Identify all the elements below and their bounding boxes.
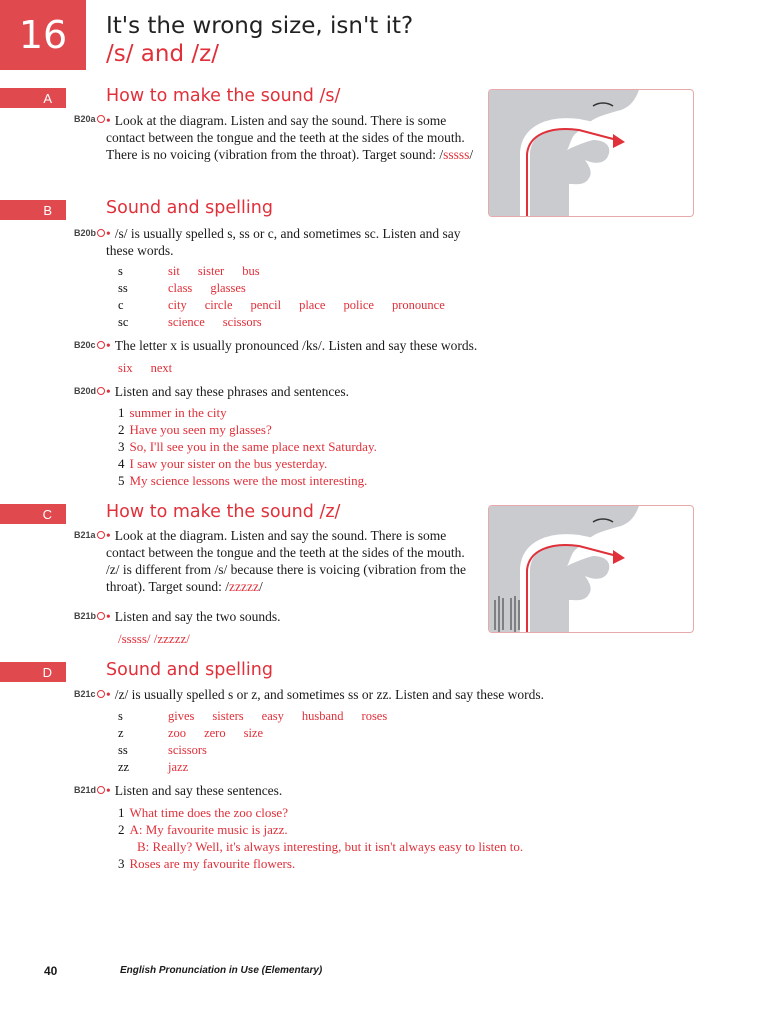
track-label: B20d <box>74 386 97 396</box>
section-tab-a: A <box>0 88 66 108</box>
spelling-label: ss <box>118 743 128 757</box>
instruction-text: Listen and say these sentences. <box>114 783 283 798</box>
word-list-x <box>118 360 190 377</box>
sentence <box>118 421 377 438</box>
track-label: B21a <box>74 530 96 540</box>
mouth-diagram-s <box>488 89 694 217</box>
audio-track-b21d[interactable] <box>74 785 105 795</box>
word: easy <box>261 709 284 723</box>
word-row <box>118 360 190 377</box>
track-label: B20c <box>74 340 96 350</box>
word: next <box>150 361 173 375</box>
sentence-number: 2 <box>118 422 125 437</box>
word: six <box>118 361 133 375</box>
target-sound: sssss <box>443 147 470 162</box>
track-label: B20b <box>74 228 97 238</box>
section-d-title: Sound and spelling <box>106 660 273 680</box>
sentence-text: A: My favourite music is jazz. <box>129 822 288 837</box>
sentence-number: 3 <box>118 439 125 454</box>
sentence-list-z <box>118 804 523 872</box>
word-row <box>118 314 463 331</box>
audio-track-b21b[interactable] <box>74 611 105 621</box>
audio-disc-icon <box>97 387 105 395</box>
section-a-instruction <box>106 112 476 163</box>
bullet-icon: • <box>106 226 111 241</box>
spelling-label: z <box>118 726 124 740</box>
sentence-list-s <box>118 404 377 489</box>
section-a-title: How to make the sound /s/ <box>106 86 341 106</box>
audio-track-b20a[interactable] <box>74 114 105 124</box>
sentence-number: 5 <box>118 473 125 488</box>
instruction-text: /z/ is usually spelled s or z, and sometimes ss or zz. Listen and say these words. <box>114 687 545 702</box>
head-profile-voicing-icon <box>489 506 694 633</box>
page-title <box>106 12 413 68</box>
page-number: 40 <box>44 964 58 978</box>
spelling-label: sc <box>118 315 129 329</box>
word: gives <box>168 709 195 723</box>
word-row <box>118 263 463 280</box>
sentence-number: 1 <box>118 805 125 820</box>
spelling-label: s <box>118 264 123 278</box>
audio-disc-icon <box>97 115 105 123</box>
target-sound: zzzzz <box>229 579 260 594</box>
bullet-icon: • <box>106 113 111 128</box>
word: scissors <box>222 315 262 329</box>
word-row <box>118 280 463 297</box>
section-c-title: How to make the sound /z/ <box>106 502 341 522</box>
sounds-text: /sssss/ /zzzzz/ <box>118 631 190 646</box>
section-c-instruction <box>106 527 476 595</box>
sentence <box>118 404 377 421</box>
sentence-text: B: Really? Well, it's always interesting, but it isn't always easy to listen to. <box>137 839 524 854</box>
section-c-two-sounds <box>106 608 466 625</box>
word: science <box>168 315 205 329</box>
sentence-number: 1 <box>118 405 125 420</box>
two-sounds <box>118 630 190 647</box>
track-label: B21b <box>74 611 97 621</box>
word: place <box>299 298 326 312</box>
section-tab-b: B <box>0 200 66 220</box>
title-line-2: /s/ and /z/ <box>106 41 219 67</box>
audio-disc-icon <box>97 341 105 349</box>
word: bus <box>242 264 260 278</box>
sentence <box>118 838 523 855</box>
section-d-instruction <box>106 686 626 703</box>
audio-track-b20d[interactable] <box>74 386 105 396</box>
book-title: English Pronunciation in Use (Elementary) <box>120 965 323 976</box>
instruction-text: The letter x is usually pronounced /ks/. Listen and say these words. <box>114 338 478 353</box>
section-b-phrases-instruction <box>106 383 506 400</box>
title-line-1: It's the wrong size, isn't it? <box>106 13 414 39</box>
word-list-s <box>118 263 463 331</box>
section-b-title: Sound and spelling <box>106 198 273 218</box>
word: size <box>243 726 264 740</box>
spelling-label: ss <box>118 281 128 295</box>
word: jazz <box>168 760 189 774</box>
word-row <box>118 742 405 759</box>
bullet-icon: • <box>106 687 111 702</box>
sentence <box>118 821 523 838</box>
sentence-text: Roses are my favourite flowers. <box>129 856 296 871</box>
sentence-number: 2 <box>118 822 125 837</box>
word: zoo <box>168 726 187 740</box>
spelling-label: zz <box>118 760 130 774</box>
mouth-diagram-z <box>488 505 694 633</box>
bullet-icon: • <box>106 338 111 353</box>
word-list-z <box>118 708 405 776</box>
section-b-x-instruction <box>106 337 536 354</box>
word: pencil <box>250 298 282 312</box>
sentence-text: So, I'll see you in the same place next Saturday. <box>129 439 377 454</box>
audio-disc-icon <box>97 786 105 794</box>
word: husband <box>301 709 344 723</box>
word-row <box>118 708 405 725</box>
audio-disc-icon <box>97 690 105 698</box>
word: roses <box>361 709 388 723</box>
target-end: / <box>469 147 474 162</box>
bullet-icon: • <box>106 783 111 798</box>
audio-disc-icon <box>97 612 105 620</box>
word-row <box>118 297 463 314</box>
sentence-text: summer in the city <box>129 405 227 420</box>
word: sister <box>197 264 225 278</box>
bullet-icon: • <box>106 528 111 543</box>
word: city <box>168 298 187 312</box>
track-label: B21c <box>74 689 96 699</box>
sentence <box>118 855 523 872</box>
section-tab-c: C <box>0 504 66 524</box>
word: sit <box>168 264 180 278</box>
bullet-icon: • <box>106 384 111 399</box>
track-label: B21d <box>74 785 97 795</box>
word: pronounce <box>391 298 445 312</box>
word: sisters <box>212 709 244 723</box>
instruction-text: Look at the diagram. Listen and say the sound. There is some contact between the tongue and the teeth at the sides of the mouth. /z/ is different from /s/ because there is voicing (vibration from the throat). Target sound: / <box>106 528 467 594</box>
instruction-text: Look at the diagram. Listen and say the sound. There is some contact between the tongue and the teeth at the sides of the mouth. There is no voicing (vibration from the throat). Target sound: / <box>106 113 465 162</box>
audio-disc-icon <box>97 531 105 539</box>
audio-track-b20c[interactable] <box>74 340 105 350</box>
word: circle <box>204 298 233 312</box>
section-d-sentences-instruction <box>106 782 466 799</box>
sentence-text: Have you seen my glasses? <box>129 422 272 437</box>
word: police <box>343 298 374 312</box>
word-row <box>118 725 405 742</box>
instruction-text: Listen and say these phrases and sentences. <box>114 384 350 399</box>
instruction-text: Listen and say the two sounds. <box>114 609 281 624</box>
word: scissors <box>168 743 207 757</box>
audio-track-b21a[interactable] <box>74 530 105 540</box>
unit-number-badge: 16 <box>0 0 86 70</box>
sentence-text: What time does the zoo close? <box>129 805 288 820</box>
audio-disc-icon <box>97 229 105 237</box>
sentence <box>118 804 523 821</box>
head-profile-icon <box>489 90 694 217</box>
audio-track-b20b[interactable] <box>74 228 105 238</box>
sentence <box>118 438 377 455</box>
sentence <box>118 455 377 472</box>
word: glasses <box>210 281 246 295</box>
instruction-text: /s/ is usually spelled s, ss or c, and sometimes sc. Listen and say these words. <box>106 226 461 258</box>
section-b-instruction <box>106 225 486 259</box>
target-end: / <box>259 579 263 594</box>
section-tab-d: D <box>0 662 66 682</box>
audio-track-b21c[interactable] <box>74 689 105 699</box>
word-row <box>118 759 405 776</box>
bullet-icon: • <box>106 609 111 624</box>
spelling-label: c <box>118 298 124 312</box>
sentence-text: My science lessons were the most interesting. <box>129 473 368 488</box>
spelling-label: s <box>118 709 123 723</box>
word: class <box>168 281 193 295</box>
sentence-number: 3 <box>118 856 125 871</box>
track-label: B20a <box>74 114 96 124</box>
sentence-number: 4 <box>118 456 125 471</box>
sentence-text: I saw your sister on the bus yesterday. <box>129 456 328 471</box>
sentence <box>118 472 377 489</box>
word: zero <box>204 726 226 740</box>
